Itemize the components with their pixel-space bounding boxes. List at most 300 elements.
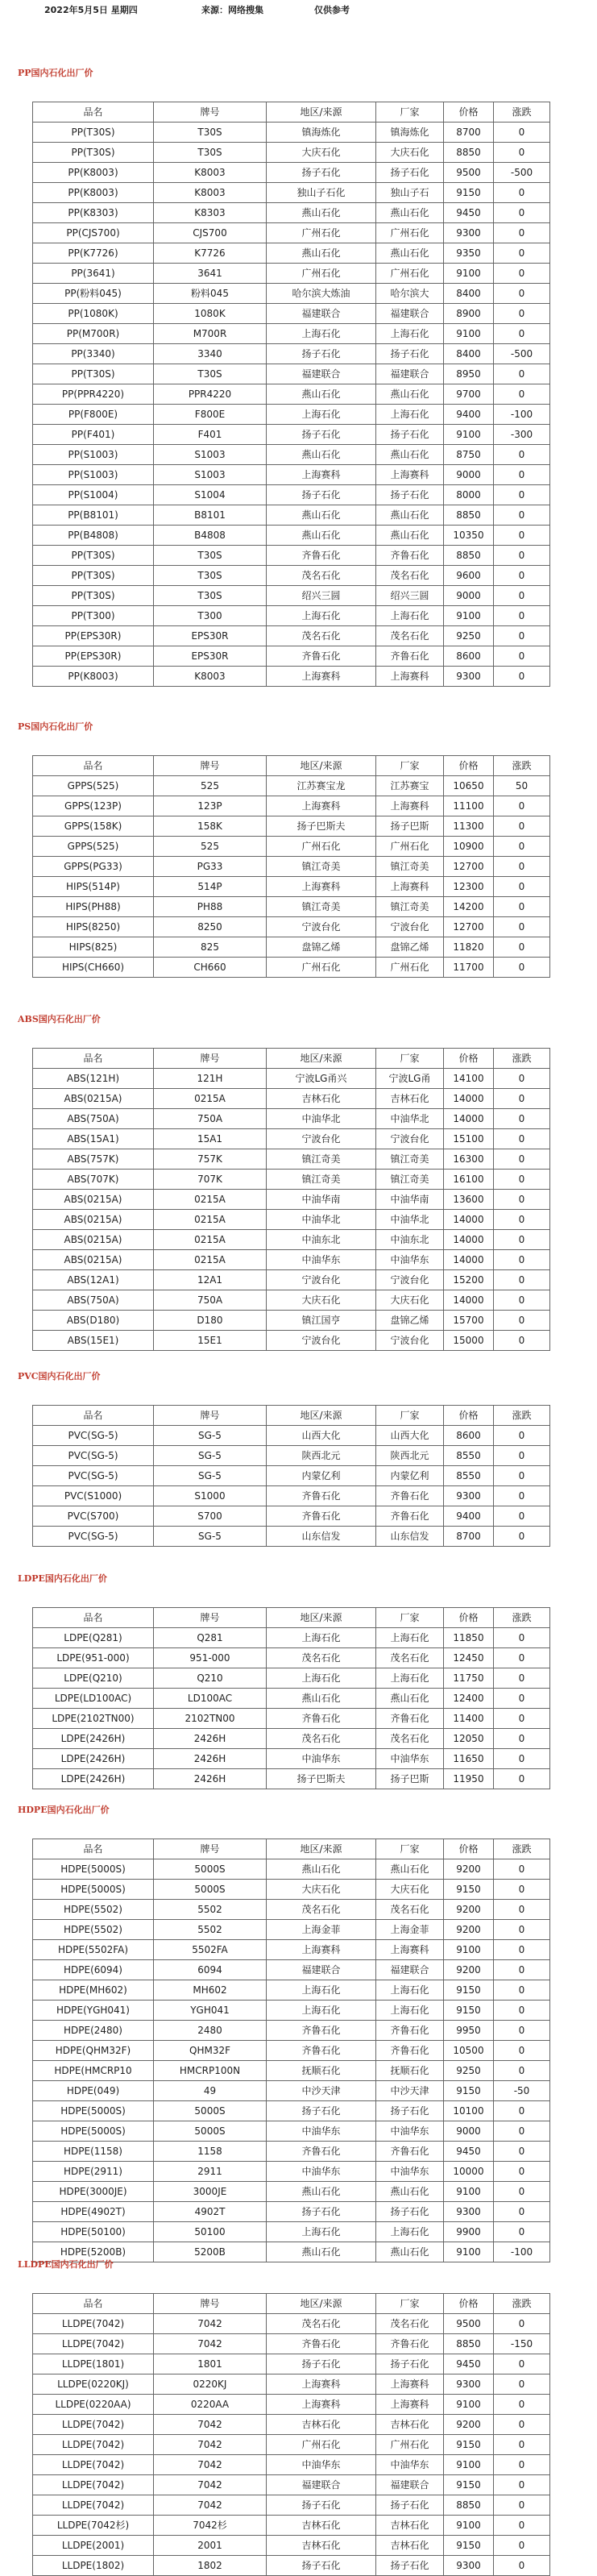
table-cell: LLDPE(1802) — [33, 2556, 154, 2576]
table-cell: 10350 — [444, 526, 494, 546]
table-cell: 齐鲁石化 — [267, 1486, 376, 1506]
table-cell: GPPS(123P) — [33, 796, 154, 816]
table-cell: S1003 — [154, 445, 267, 465]
table-cell: 独山子石化 — [267, 183, 376, 203]
table-cell: 0 — [494, 1506, 550, 1527]
table-cell: 中沙天津 — [376, 2081, 444, 2101]
table-cell: 0 — [494, 1859, 550, 1880]
table-cell: CJS700 — [154, 223, 267, 243]
column-header: 品名 — [33, 1839, 154, 1859]
table-cell: 茂名石化 — [376, 1900, 444, 1920]
table-header-row — [33, 1406, 550, 1426]
table-row — [33, 958, 550, 978]
table-cell: 广州石化 — [267, 837, 376, 857]
table-cell: LLDPE(7042) — [33, 2475, 154, 2495]
table-cell: 上海石化 — [376, 1628, 444, 1648]
table-cell: 0 — [494, 526, 550, 546]
table-cell: D180 — [154, 1311, 267, 1331]
table-row — [33, 1648, 550, 1668]
table-cell: 上海石化 — [267, 2222, 376, 2242]
table-row — [33, 1527, 550, 1547]
table-cell: 茂名石化 — [267, 626, 376, 646]
table-cell: 0 — [494, 897, 550, 917]
table-cell: 燕山石化 — [267, 526, 376, 546]
table-cell: LDPE(2426H) — [33, 1729, 154, 1749]
table-cell: 齐鲁石化 — [267, 546, 376, 566]
table-cell: 14000 — [444, 1250, 494, 1270]
table-cell: 茂名石化 — [376, 566, 444, 586]
table-cell: 上海石化 — [376, 324, 444, 344]
table-cell: 上海石化 — [267, 324, 376, 344]
table-cell: 宁波台化 — [267, 1129, 376, 1149]
table-cell: 江苏赛宝 — [376, 776, 444, 796]
table-cell: 0215A — [154, 1190, 267, 1210]
table-row — [33, 1980, 550, 2001]
column-header: 品名 — [33, 1608, 154, 1628]
table-cell: 大庆石化 — [267, 143, 376, 163]
table-row — [33, 857, 550, 877]
table-cell: 10650 — [444, 776, 494, 796]
table-cell: 镇江奇美 — [376, 1149, 444, 1170]
table-cell: 9250 — [444, 2061, 494, 2081]
table-cell: 镇海炼化 — [376, 123, 444, 143]
column-header: 品名 — [33, 1049, 154, 1069]
table-cell: 15E1 — [154, 1331, 267, 1351]
table-cell: 9200 — [444, 1920, 494, 1940]
table-row — [33, 425, 550, 445]
table-cell: K8003 — [154, 667, 267, 687]
column-header: 地区/来源 — [267, 2294, 376, 2314]
table-cell: 燕山石化 — [267, 505, 376, 526]
table-cell: B8101 — [154, 505, 267, 526]
table-cell: 9450 — [444, 2142, 494, 2162]
table-cell: 50100 — [154, 2222, 267, 2242]
table-row — [33, 284, 550, 304]
table-cell: 15A1 — [154, 1129, 267, 1149]
table-cell: 0 — [494, 2222, 550, 2242]
table-row — [33, 2101, 550, 2121]
table-cell: 绍兴三圆 — [376, 586, 444, 606]
table-cell: MH602 — [154, 1980, 267, 2001]
table-cell: HIPS(825) — [33, 937, 154, 958]
table-cell: PP(S1004) — [33, 485, 154, 505]
table-cell: ABS(0215A) — [33, 1210, 154, 1230]
table-cell: QHM32F — [154, 2041, 267, 2061]
table-cell: -500 — [494, 344, 550, 364]
table-cell: 8950 — [444, 364, 494, 384]
table-cell: PP(T300) — [33, 606, 154, 626]
table-cell: 9300 — [444, 1486, 494, 1506]
table-cell: 内蒙亿利 — [267, 1466, 376, 1486]
table-cell: 上海赛科 — [267, 465, 376, 485]
column-header: 涨跌 — [494, 1839, 550, 1859]
table-cell: 吉林石化 — [376, 1089, 444, 1109]
table-cell: 0 — [494, 1980, 550, 2001]
table-cell: 广州石化 — [376, 223, 444, 243]
price-table-ps — [32, 755, 550, 978]
table-cell: 0 — [494, 2182, 550, 2202]
table-cell: PP(B8101) — [33, 505, 154, 526]
table-cell: 0 — [494, 304, 550, 324]
table-cell: 扬子石化 — [267, 2354, 376, 2374]
table-cell: 8250 — [154, 917, 267, 937]
section-title: PS国内石化出厂价 — [18, 721, 93, 732]
table-cell: 121H — [154, 1069, 267, 1089]
table-cell: 8600 — [444, 1426, 494, 1446]
column-header: 厂家 — [376, 2294, 444, 2314]
table-row — [33, 1190, 550, 1210]
table-cell: 14000 — [444, 1089, 494, 1109]
table-cell: 11650 — [444, 1749, 494, 1769]
table-cell: 0 — [494, 1129, 550, 1149]
table-cell: 11700 — [444, 958, 494, 978]
table-cell: 中油华东 — [267, 2121, 376, 2142]
table-cell: 0215A — [154, 1210, 267, 1230]
table-cell: 扬子石化 — [267, 2202, 376, 2222]
table-cell: 扬子石化 — [376, 163, 444, 183]
table-cell: PP(T30S) — [33, 586, 154, 606]
table-cell: 0 — [494, 183, 550, 203]
table-cell: LLDPE(7042) — [33, 2455, 154, 2475]
table-cell: 2102TN00 — [154, 1709, 267, 1729]
table-cell: 525 — [154, 837, 267, 857]
table-cell: GPPS(525) — [33, 776, 154, 796]
table-cell: 0 — [494, 1446, 550, 1466]
table-row — [33, 243, 550, 264]
table-cell: 0 — [494, 816, 550, 837]
table-row — [33, 1170, 550, 1190]
table-cell: 中油东北 — [267, 1230, 376, 1250]
table-cell: 扬子石化 — [376, 2556, 444, 2576]
table-cell: 9200 — [444, 2415, 494, 2435]
table-row — [33, 1689, 550, 1709]
table-cell: 7042 — [154, 2455, 267, 2475]
table-cell: 扬子石化 — [376, 485, 444, 505]
table-row — [33, 2374, 550, 2395]
table-cell: 9150 — [444, 2536, 494, 2556]
table-cell: 宁波台化 — [267, 1331, 376, 1351]
table-cell: 中油华东 — [267, 1749, 376, 1769]
table-cell: HDPE(5000S) — [33, 2121, 154, 2142]
table-cell: HDPE(QHM32F) — [33, 2041, 154, 2061]
table-cell: 0 — [494, 958, 550, 978]
table-row — [33, 1331, 550, 1351]
table-cell: 9150 — [444, 1980, 494, 2001]
table-cell: 福建联合 — [376, 2475, 444, 2495]
table-cell: 0 — [494, 445, 550, 465]
table-cell: PVC(S1000) — [33, 1486, 154, 1506]
table-cell: T30S — [154, 364, 267, 384]
table-row — [33, 1311, 550, 1331]
table-cell: 大庆石化 — [267, 1880, 376, 1900]
table-cell: 0 — [494, 2021, 550, 2041]
table-cell: ABS(121H) — [33, 1069, 154, 1089]
table-cell: 0 — [494, 1290, 550, 1311]
table-cell: 0 — [494, 566, 550, 586]
table-cell: 0 — [494, 2121, 550, 2142]
table-cell: 9000 — [444, 2121, 494, 2142]
table-cell: 齐鲁石化 — [376, 1709, 444, 1729]
table-cell: 茂名石化 — [267, 1648, 376, 1668]
table-cell: 广州石化 — [376, 837, 444, 857]
table-cell: 7042 — [154, 2435, 267, 2455]
column-header: 地区/来源 — [267, 1608, 376, 1628]
table-row — [33, 2395, 550, 2415]
table-row — [33, 1210, 550, 1230]
table-cell: 9400 — [444, 405, 494, 425]
table-cell: 0 — [494, 2202, 550, 2222]
table-cell: 7042杉 — [154, 2516, 267, 2536]
table-cell: YGH041 — [154, 2001, 267, 2021]
table-cell: 0 — [494, 2556, 550, 2576]
table-row — [33, 1709, 550, 1729]
table-cell: 上海赛科 — [376, 1940, 444, 1960]
table-cell: 中油华东 — [376, 2162, 444, 2182]
section-title: PVC国内石化出厂价 — [18, 1371, 101, 1381]
table-cell: 扬子巴斯夫 — [267, 1769, 376, 1789]
table-cell: 1158 — [154, 2142, 267, 2162]
table-cell: 11850 — [444, 1628, 494, 1648]
table-cell: 大庆石化 — [267, 1290, 376, 1311]
table-cell: ABS(750A) — [33, 1109, 154, 1129]
table-cell: 扬子石化 — [376, 344, 444, 364]
table-cell: M700R — [154, 324, 267, 344]
table-cell: 齐鲁石化 — [376, 2142, 444, 2162]
table-cell: 0 — [494, 1270, 550, 1290]
table-cell: LLDPE(0220AA) — [33, 2395, 154, 2415]
table-header-row — [33, 756, 550, 776]
table-cell: ABS(15E1) — [33, 1331, 154, 1351]
table-cell: 5502 — [154, 1900, 267, 1920]
table-cell: 0 — [494, 1250, 550, 1270]
table-header-row — [33, 1839, 550, 1859]
table-cell: 齐鲁石化 — [267, 2021, 376, 2041]
table-row — [33, 2001, 550, 2021]
table-cell: 8850 — [444, 2495, 494, 2516]
table-cell: HDPE(2480) — [33, 2021, 154, 2041]
table-row — [33, 1089, 550, 1109]
table-cell: HDPE(3000JE) — [33, 2182, 154, 2202]
table-cell: PH88 — [154, 897, 267, 917]
table-row — [33, 2314, 550, 2334]
table-cell: PP(T30S) — [33, 143, 154, 163]
table-cell: 中油华东 — [267, 2455, 376, 2475]
table-cell: 齐鲁石化 — [376, 646, 444, 667]
table-row — [33, 2536, 550, 2556]
table-cell: 2426H — [154, 1769, 267, 1789]
table-cell: 中油华东 — [376, 1749, 444, 1769]
table-row — [33, 1769, 550, 1789]
table-cell: 0 — [494, 606, 550, 626]
table-cell: 广州石化 — [267, 2435, 376, 2455]
table-cell: 13600 — [444, 1190, 494, 1210]
table-cell: HDPE(HMCRP10 — [33, 2061, 154, 2081]
table-cell: 0 — [494, 123, 550, 143]
table-cell: 0 — [494, 203, 550, 223]
table-cell: 盘锦乙烯 — [267, 937, 376, 958]
table-cell: 7042 — [154, 2475, 267, 2495]
table-cell: 上海石化 — [376, 405, 444, 425]
table-cell: 0 — [494, 1648, 550, 1668]
table-cell: HDPE(50100) — [33, 2222, 154, 2242]
table-row — [33, 2041, 550, 2061]
column-header: 地区/来源 — [267, 756, 376, 776]
table-cell: 0220KJ — [154, 2374, 267, 2395]
section-title: HDPE国内石化出厂价 — [18, 1805, 110, 1815]
table-cell: 中油华北 — [376, 1109, 444, 1129]
table-cell: LLDPE(7042) — [33, 2314, 154, 2334]
table-cell: LLDPE(7042) — [33, 2435, 154, 2455]
table-cell: 0 — [494, 1729, 550, 1749]
table-cell: 15200 — [444, 1270, 494, 1290]
table-cell: CH660 — [154, 958, 267, 978]
column-header: 价格 — [444, 1049, 494, 1069]
table-cell: 燕山石化 — [376, 505, 444, 526]
table-row — [33, 1069, 550, 1089]
table-cell: 5000S — [154, 2121, 267, 2142]
table-cell: 燕山石化 — [267, 2242, 376, 2262]
table-cell: 50 — [494, 776, 550, 796]
table-cell: 0 — [494, 2142, 550, 2162]
table-cell: 0 — [494, 2001, 550, 2021]
table-cell: K8303 — [154, 203, 267, 223]
table-cell: 大庆石化 — [376, 143, 444, 163]
table-cell: 707K — [154, 1170, 267, 1190]
table-cell: 吉林石化 — [376, 2536, 444, 2556]
table-cell: 0 — [494, 1769, 550, 1789]
table-cell: HDPE(5000S) — [33, 1859, 154, 1880]
table-cell: 上海石化 — [267, 2001, 376, 2021]
table-cell: 12400 — [444, 1689, 494, 1709]
table-cell: HDPE(049) — [33, 2081, 154, 2101]
table-cell: 吉林石化 — [267, 2415, 376, 2435]
table-cell: 内蒙亿利 — [376, 1466, 444, 1486]
table-cell: 0 — [494, 1628, 550, 1648]
table-cell: 4902T — [154, 2202, 267, 2222]
table-cell: 525 — [154, 776, 267, 796]
table-cell: 757K — [154, 1149, 267, 1170]
column-header: 价格 — [444, 1608, 494, 1628]
table-cell: 123P — [154, 796, 267, 816]
table-cell: PP(F401) — [33, 425, 154, 445]
table-cell: 扬子巴斯夫 — [267, 816, 376, 837]
column-header: 厂家 — [376, 1049, 444, 1069]
table-cell: HDPE(MH602) — [33, 1980, 154, 2001]
table-cell: -50 — [494, 2081, 550, 2101]
price-table-pvc — [32, 1405, 550, 1547]
table-row — [33, 816, 550, 837]
table-cell: HDPE(5502) — [33, 1900, 154, 1920]
table-cell: 8700 — [444, 123, 494, 143]
table-cell: 镇江奇美 — [376, 1170, 444, 1190]
table-cell: PG33 — [154, 857, 267, 877]
table-cell: 0 — [494, 586, 550, 606]
table-cell: K8003 — [154, 163, 267, 183]
table-cell: PVC(SG-5) — [33, 1527, 154, 1547]
table-row — [33, 1466, 550, 1486]
table-cell: 上海石化 — [376, 606, 444, 626]
table-cell: 0 — [494, 2374, 550, 2395]
table-cell: PVC(SG-5) — [33, 1426, 154, 1446]
table-cell: 0 — [494, 2435, 550, 2455]
table-cell: 上海石化 — [267, 1668, 376, 1689]
table-cell: 上海赛科 — [376, 796, 444, 816]
table-row — [33, 405, 550, 425]
table-cell: 燕山石化 — [267, 2182, 376, 2202]
table-cell: 扬子石化 — [267, 2556, 376, 2576]
table-row — [33, 2354, 550, 2374]
table-row — [33, 1486, 550, 1506]
table-row — [33, 2455, 550, 2475]
table-cell: 上海赛科 — [267, 796, 376, 816]
table-cell: 0 — [494, 2041, 550, 2061]
table-cell: 扬子石化 — [267, 344, 376, 364]
table-row — [33, 2121, 550, 2142]
table-cell: 7042 — [154, 2314, 267, 2334]
table-cell: K8003 — [154, 183, 267, 203]
table-cell: 燕山石化 — [376, 526, 444, 546]
table-cell: 10900 — [444, 837, 494, 857]
table-cell: 燕山石化 — [267, 384, 376, 405]
table-cell: 0 — [494, 2061, 550, 2081]
table-cell: 中沙天津 — [267, 2081, 376, 2101]
table-header-row — [33, 102, 550, 123]
table-cell: 中油华东 — [267, 2162, 376, 2182]
section-title: LDPE国内石化出厂价 — [18, 1573, 107, 1584]
table-cell: PP(B4808) — [33, 526, 154, 546]
table-cell: 12700 — [444, 917, 494, 937]
page-header — [0, 2, 597, 18]
table-row — [33, 2142, 550, 2162]
table-cell: 10100 — [444, 2101, 494, 2121]
table-cell: 宁波台化 — [376, 917, 444, 937]
table-cell: 9600 — [444, 566, 494, 586]
table-cell: 广州石化 — [376, 958, 444, 978]
table-cell: F401 — [154, 425, 267, 445]
table-cell: 9350 — [444, 243, 494, 264]
table-cell: 宁波台化 — [267, 917, 376, 937]
table-cell: 7042 — [154, 2334, 267, 2354]
table-cell: 陕西北元 — [267, 1446, 376, 1466]
table-cell: 抚顺石化 — [376, 2061, 444, 2081]
table-cell: 8400 — [444, 344, 494, 364]
table-cell: 0 — [494, 646, 550, 667]
table-cell: 上海石化 — [267, 1628, 376, 1648]
table-header-row — [33, 1049, 550, 1069]
table-cell: ABS(750A) — [33, 1290, 154, 1311]
table-cell: 上海石化 — [267, 405, 376, 425]
table-cell: 8850 — [444, 2334, 494, 2354]
table-row — [33, 837, 550, 857]
table-row — [33, 917, 550, 937]
table-cell: 上海赛科 — [267, 2395, 376, 2415]
table-cell: 5000S — [154, 1859, 267, 1880]
table-cell: 上海石化 — [376, 1980, 444, 2001]
table-cell: 中油华东 — [376, 2121, 444, 2142]
table-cell: PP(K8003) — [33, 667, 154, 687]
table-cell: 山西大化 — [267, 1426, 376, 1446]
table-cell: 11750 — [444, 1668, 494, 1689]
table-cell: T30S — [154, 546, 267, 566]
table-cell: 11820 — [444, 937, 494, 958]
table-cell: 0 — [494, 857, 550, 877]
table-cell: 镇江奇美 — [376, 857, 444, 877]
table-cell: HDPE(5000S) — [33, 2101, 154, 2121]
table-cell: LLDPE(7042) — [33, 2415, 154, 2435]
table-cell: 16100 — [444, 1170, 494, 1190]
table-cell: 9100 — [444, 1940, 494, 1960]
column-header: 品名 — [33, 1406, 154, 1426]
